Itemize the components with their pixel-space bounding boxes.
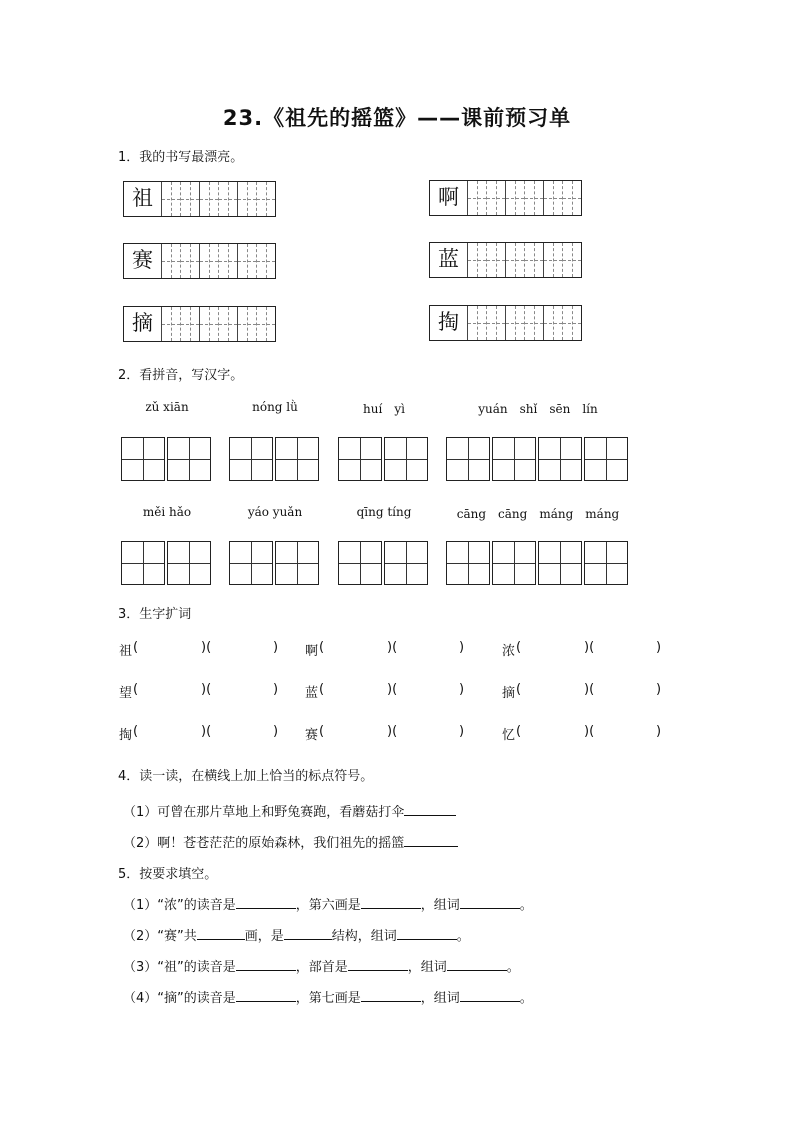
q2-heading: 2．看拼音，写汉字。 (118, 368, 244, 383)
practice-cell[interactable] (543, 243, 562, 277)
open-paren: ( (516, 682, 522, 697)
model-character: 祖 (132, 186, 153, 210)
pinyin-label: zǔ xiān (145, 400, 189, 414)
practice-cell[interactable] (486, 306, 505, 340)
q5-item-1: （1）“浓”的读音是 ，第六画是 ，组词 。 (123, 898, 533, 913)
q3-heading: 3．生字扩词 (118, 607, 192, 622)
open-paren: ( (516, 724, 522, 739)
tian-grid-box[interactable] (446, 541, 490, 585)
close-paren: ) (656, 682, 662, 697)
practice-cell[interactable] (161, 182, 180, 216)
writing-strip[interactable] (429, 180, 582, 216)
answer-blank[interactable] (236, 896, 296, 909)
tian-grid-box[interactable] (384, 541, 428, 585)
answer-blank[interactable] (197, 927, 245, 940)
middle-parens: )( (201, 682, 212, 697)
practice-cell[interactable] (256, 244, 275, 278)
answer-blank[interactable] (236, 958, 296, 971)
practice-cell[interactable] (199, 244, 218, 278)
tian-grid-box[interactable] (338, 541, 382, 585)
practice-cell[interactable] (562, 306, 581, 340)
answer-blank[interactable] (404, 834, 458, 847)
practice-cell[interactable] (218, 244, 237, 278)
practice-cell[interactable] (467, 181, 486, 215)
tian-grid-box[interactable] (384, 437, 428, 481)
tian-grid-box[interactable] (584, 541, 628, 585)
practice-cell[interactable] (161, 307, 180, 341)
tian-grid-box[interactable] (229, 541, 273, 585)
open-paren: ( (516, 640, 522, 655)
close-paren: ) (656, 640, 662, 655)
model-character: 赛 (132, 248, 153, 272)
middle-parens: )( (201, 724, 212, 739)
pinyin-label: nóng lǜ (252, 400, 298, 414)
pinyin-label: yáo yuǎn (247, 505, 303, 519)
practice-cell[interactable] (486, 181, 505, 215)
answer-blank[interactable] (348, 958, 408, 971)
practice-cell[interactable] (562, 181, 581, 215)
q5-item-4: （4）“摘”的读音是 ，第七画是 ，组词 。 (123, 991, 533, 1006)
q5-heading: 5．按要求填空。 (118, 867, 218, 882)
q5-item-2: （2）“赛”共 画，是 结构，组词 。 (123, 929, 470, 944)
close-paren: ) (273, 682, 279, 697)
practice-cell[interactable] (256, 182, 275, 216)
q4-heading: 4．读一读，在横线上加上恰当的标点符号。 (118, 769, 374, 784)
model-character: 掏 (438, 310, 459, 334)
answer-blank[interactable] (460, 896, 520, 909)
practice-cell[interactable] (562, 243, 581, 277)
model-character: 摘 (132, 311, 153, 335)
source-character: 浓 (502, 644, 516, 659)
tian-grid-box[interactable] (275, 437, 319, 481)
q4-item-1: （1）可曾在那片草地上和野兔赛跑，看蘑菇打伞 (123, 801, 456, 820)
tian-grid-box[interactable] (338, 437, 382, 481)
pinyin-label: cāng cāng máng máng (456, 507, 620, 521)
open-paren: ( (319, 640, 325, 655)
practice-cell[interactable] (467, 306, 486, 340)
close-paren: ) (459, 724, 465, 739)
practice-cell[interactable] (524, 181, 543, 215)
open-paren: ( (133, 682, 139, 697)
source-character: 啊 (305, 644, 319, 659)
model-character: 啊 (438, 185, 459, 209)
practice-cell[interactable] (237, 182, 256, 216)
answer-blank[interactable] (236, 989, 296, 1002)
pinyin-label: qīng tíng (356, 505, 412, 519)
writing-strip[interactable] (429, 242, 582, 278)
source-character: 赛 (305, 728, 319, 743)
model-character: 蓝 (438, 247, 459, 271)
answer-blank[interactable] (284, 927, 332, 940)
middle-parens: )( (584, 640, 595, 655)
practice-cell[interactable] (256, 307, 275, 341)
middle-parens: )( (584, 724, 595, 739)
source-character: 蓝 (305, 686, 319, 701)
practice-cell[interactable] (524, 306, 543, 340)
practice-cell[interactable] (505, 243, 524, 277)
answer-blank[interactable] (447, 958, 507, 971)
tian-grid-box[interactable] (446, 437, 490, 481)
close-paren: ) (273, 640, 279, 655)
q5-item-3: （3）“祖”的读音是 ，部首是 ，组词 。 (123, 960, 520, 975)
tian-grid-box[interactable] (167, 437, 211, 481)
practice-cell[interactable] (161, 244, 180, 278)
practice-cell[interactable] (218, 182, 237, 216)
tian-grid-box[interactable] (492, 437, 536, 481)
close-paren: ) (459, 640, 465, 655)
practice-cell[interactable] (180, 182, 199, 216)
practice-cell[interactable] (237, 307, 256, 341)
practice-cell[interactable] (543, 306, 562, 340)
source-character: 祖 (119, 644, 133, 659)
writing-strip[interactable] (429, 305, 582, 341)
pinyin-label: měi hǎo (142, 505, 192, 519)
open-paren: ( (319, 682, 325, 697)
writing-strip[interactable] (123, 306, 276, 342)
source-character: 忆 (502, 728, 516, 743)
practice-cell[interactable] (199, 307, 218, 341)
practice-cell[interactable] (180, 307, 199, 341)
middle-parens: )( (584, 682, 595, 697)
practice-cell[interactable] (486, 243, 505, 277)
tian-grid-box[interactable] (121, 541, 165, 585)
practice-cell[interactable] (505, 181, 524, 215)
practice-cell[interactable] (180, 244, 199, 278)
tian-grid-box[interactable] (275, 541, 319, 585)
q4-item-2: （2）啊！苍苍茫茫的原始森林，我们祖先的摇篮 (123, 832, 458, 851)
practice-cell[interactable] (505, 306, 524, 340)
middle-parens: )( (387, 724, 398, 739)
practice-cell[interactable] (467, 243, 486, 277)
tian-grid-box[interactable] (121, 437, 165, 481)
practice-cell[interactable] (543, 181, 562, 215)
pinyin-label: huí yì (363, 402, 405, 416)
practice-cell[interactable] (524, 243, 543, 277)
close-paren: ) (273, 724, 279, 739)
middle-parens: )( (387, 640, 398, 655)
source-character: 望 (119, 686, 133, 701)
tian-grid-box[interactable] (229, 437, 273, 481)
open-paren: ( (133, 724, 139, 739)
tian-grid-box[interactable] (538, 541, 582, 585)
tian-grid-box[interactable] (584, 437, 628, 481)
answer-blank[interactable] (404, 803, 456, 816)
pinyin-label: yuán shǐ sēn lín (478, 402, 598, 416)
close-paren: ) (459, 682, 465, 697)
tian-grid-box[interactable] (538, 437, 582, 481)
answer-blank[interactable] (397, 927, 457, 940)
answer-blank[interactable] (460, 989, 520, 1002)
writing-strip[interactable] (123, 243, 276, 279)
middle-parens: )( (201, 640, 212, 655)
open-paren: ( (319, 724, 325, 739)
page-title: 23.《祖先的摇篮》——课前预习单 (222, 106, 572, 130)
practice-cell[interactable] (199, 182, 218, 216)
open-paren: ( (133, 640, 139, 655)
tian-grid-box[interactable] (167, 541, 211, 585)
practice-cell[interactable] (218, 307, 237, 341)
practice-cell[interactable] (237, 244, 256, 278)
close-paren: ) (656, 724, 662, 739)
answer-blank[interactable] (361, 989, 421, 1002)
writing-strip[interactable] (123, 181, 276, 217)
middle-parens: )( (387, 682, 398, 697)
source-character: 掏 (119, 728, 133, 743)
tian-grid-box[interactable] (492, 541, 536, 585)
source-character: 摘 (502, 686, 516, 701)
answer-blank[interactable] (361, 896, 421, 909)
q1-heading: 1．我的书写最漂亮。 (118, 150, 244, 165)
